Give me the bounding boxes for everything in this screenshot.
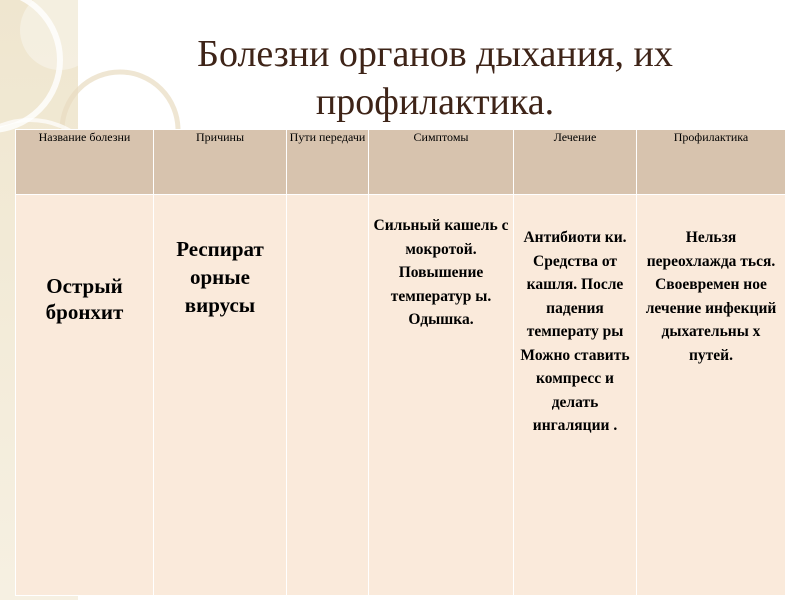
prevention-text: Нельзя переохлажда ться. Своевремен ное лечение инфекций дыхательны х путей. <box>645 229 777 364</box>
header-transmission: Пути передачи <box>287 130 369 195</box>
cell-treatment <box>514 195 637 596</box>
title-line-1: Болезни органов дыхания, их <box>197 33 673 75</box>
treatment-text: Антибиоти ки. Средства от кашля. После падения температу ры Можно ставить компресс и делать ингаляции . <box>520 229 630 434</box>
slide-title <box>90 30 780 126</box>
title-line-2: профилактика. <box>315 81 555 123</box>
header-causes: Причины <box>154 130 287 195</box>
table-header-row <box>16 130 786 195</box>
symptoms-text: Сильный кашель с мокротой. Повышение температур ы. Одышка. <box>373 217 509 328</box>
header-disease-name: Название болезни <box>16 130 154 195</box>
cell-causes <box>154 195 287 596</box>
causes-text: Респират орные вирусы <box>176 237 264 317</box>
table-row <box>16 195 786 596</box>
cell-prevention <box>637 195 786 596</box>
cell-symptoms <box>369 195 514 596</box>
header-treatment: Лечение <box>514 130 637 195</box>
header-symptoms: Симптомы <box>369 130 514 195</box>
cell-disease-name <box>16 195 154 596</box>
cell-transmission <box>287 195 369 596</box>
disease-name-text: Острый бронхит <box>45 274 124 324</box>
disease-table <box>15 129 786 596</box>
header-prevention: Профилактика <box>637 130 786 195</box>
